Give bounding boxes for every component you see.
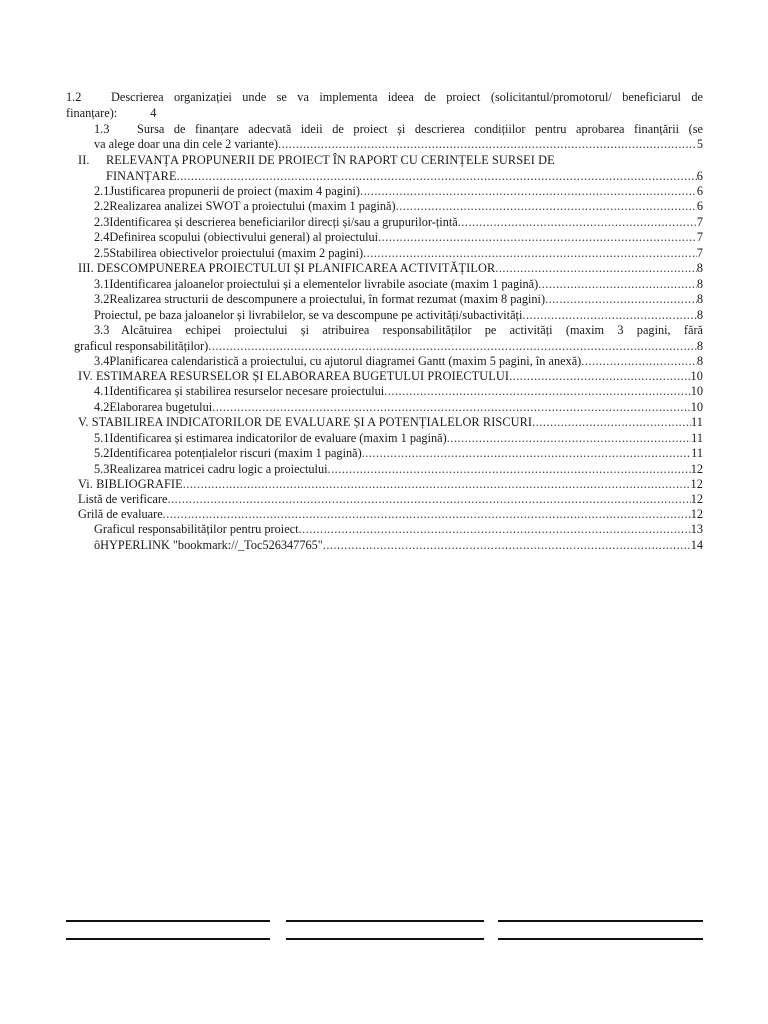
toc-entry-lista-verificare[interactable] bbox=[78, 492, 703, 508]
toc-entry-3-2-sub[interactable] bbox=[94, 308, 703, 324]
toc-number: 3.3 bbox=[94, 323, 110, 337]
toc-page-number: 11 bbox=[691, 446, 703, 460]
toc-entry-3-2[interactable] bbox=[94, 292, 703, 308]
toc-entry-text: Grilă de evaluare bbox=[78, 507, 163, 521]
toc-entry-grila-evaluare[interactable] bbox=[78, 507, 703, 523]
toc-number: 2.2 bbox=[94, 199, 110, 213]
toc-entry-5-2[interactable] bbox=[94, 446, 703, 462]
toc-entry-4-1[interactable] bbox=[94, 384, 703, 400]
toc-entry-text: Alcătuirea echipei proiectului și atribuirea responsabilităților pe activități (maxim 3 pagini, fără bbox=[121, 323, 703, 337]
toc-page-number: 8 bbox=[696, 261, 703, 275]
toc-number: 5.3 bbox=[94, 462, 110, 476]
toc-entry-text: Stabilirea obiectivelor proiectului (maxim 2 pagini) bbox=[109, 246, 364, 260]
toc-page-number: 12 bbox=[690, 492, 703, 506]
toc-chapter-6[interactable] bbox=[78, 477, 703, 493]
toc-leader bbox=[328, 462, 691, 478]
toc-page-number: 10 bbox=[690, 384, 703, 398]
toc-number: 1.2 bbox=[66, 90, 82, 104]
toc-page-number: 13 bbox=[690, 522, 703, 536]
toc-leader bbox=[278, 137, 697, 153]
toc-leader bbox=[208, 339, 697, 355]
toc-page-number: 5 bbox=[696, 137, 703, 151]
signature-line bbox=[66, 920, 270, 922]
toc-entry-2-1[interactable] bbox=[94, 184, 703, 200]
toc-entry-text: Realizarea analizei SWOT a proiectului (maxim 1 pagină) bbox=[109, 199, 396, 213]
toc-entry-text: Descrierea organizației unde se va implementa ideea de proiect (solicitantul/promotorul/ beneficiarul de bbox=[111, 90, 703, 104]
toc-entry-2-4[interactable] bbox=[94, 230, 703, 246]
toc-number: 2.1 bbox=[94, 184, 110, 198]
toc-number: 5.1 bbox=[94, 431, 110, 445]
toc-leader bbox=[538, 277, 697, 293]
toc-entry-text: RELEVANȚA PROPUNERII DE PROIECT ÎN RAPORT CU CERINȚELE SURSEI DE bbox=[106, 153, 555, 167]
toc-page-number: 14 bbox=[690, 538, 703, 552]
toc-entry-text: va alege doar una din cele 2 variante) bbox=[94, 137, 279, 151]
toc-chapter-2-cont[interactable] bbox=[106, 169, 703, 185]
toc-entry-2-5[interactable] bbox=[94, 246, 703, 262]
toc-entry-text: Elaborarea bugetului bbox=[109, 400, 213, 414]
signature-line bbox=[498, 938, 703, 940]
toc-number: 3.4 bbox=[94, 354, 110, 368]
toc-entry-text: V. STABILIREA INDICATORILOR DE EVALUARE ȘI A POTENȚIALELOR RISCURI bbox=[78, 415, 533, 429]
toc-number: 2.5 bbox=[94, 246, 110, 260]
toc-number: 2.3 bbox=[94, 215, 110, 229]
toc-entry-2-2[interactable] bbox=[94, 199, 703, 215]
toc-entry-3-4[interactable] bbox=[94, 354, 703, 370]
toc-leader bbox=[447, 431, 691, 447]
toc-entry-text: Realizarea matricei cadru logic a proiectului bbox=[109, 462, 328, 476]
toc-entry-text: Realizarea structurii de descompunere a proiectului, în format rezumat (maxim 8 pagini) bbox=[109, 292, 546, 306]
toc-page-number: 6 bbox=[696, 184, 703, 198]
toc-page-number: 8 bbox=[696, 292, 703, 306]
toc-entry-5-3[interactable] bbox=[94, 462, 703, 478]
toc-number: 3.2 bbox=[94, 292, 110, 306]
toc-page-number: 8 bbox=[696, 308, 703, 322]
toc-leader bbox=[299, 522, 691, 538]
toc-page-number: 12 bbox=[690, 462, 703, 476]
toc-leader bbox=[177, 169, 697, 185]
signature-line bbox=[498, 920, 703, 922]
toc-page-number: 12 bbox=[690, 507, 703, 521]
toc-leader bbox=[384, 384, 690, 400]
toc-entry-text: IV. ESTIMAREA RESURSELOR ȘI ELABORAREA BUGETULUI PROIECTULUI bbox=[78, 369, 510, 383]
toc-entry-3-3[interactable] bbox=[94, 323, 703, 339]
signature-line bbox=[286, 920, 484, 922]
toc-entry-text: Planificarea calendaristică a proiectului, cu ajutorul diagramei Gantt (maxim 5 pagini, în anexă) bbox=[109, 354, 582, 368]
toc-entry-text: Identificarea și descrierea beneficiarilor direcți și/sau a grupurilor-țintă bbox=[109, 215, 458, 229]
toc-entry-text: Identificarea și stabilirea resurselor necesare proiectului bbox=[109, 384, 385, 398]
toc-entry-text: III. DESCOMPUNEREA PROIECTULUI ȘI PLANIFICAREA ACTIVITĂȚILOR bbox=[78, 261, 496, 275]
toc-page-number: 8 bbox=[696, 354, 703, 368]
toc-entry-text: Justificarea propunerii de proiect (maxim 4 pagini) bbox=[109, 184, 361, 198]
toc-entry-text: ôHYPERLINK "bookmark://_Toc526347765" bbox=[94, 538, 323, 552]
toc-entry-text: Identificarea potențialelor riscuri (maxim 1 pagină) bbox=[109, 446, 362, 460]
toc-page-number: 11 bbox=[690, 415, 703, 429]
toc-page-number: 4 bbox=[150, 106, 157, 120]
toc-leader bbox=[362, 446, 691, 462]
toc-leader bbox=[378, 230, 697, 246]
toc-entry-hyperlink[interactable] bbox=[94, 538, 703, 554]
toc-page-number: 6 bbox=[696, 169, 703, 183]
toc-leader bbox=[360, 184, 697, 200]
toc-entry-text: finanțare): bbox=[66, 106, 118, 120]
toc-number: 5.2 bbox=[94, 446, 110, 460]
toc-leader bbox=[212, 400, 691, 416]
toc-entry-text: Identificarea și estimarea indicatorilor de evaluare (maxim 1 pagină) bbox=[109, 431, 447, 445]
toc-entry-text: Graficul responsabilităților pentru proiect bbox=[94, 522, 299, 536]
toc-leader bbox=[323, 538, 691, 554]
toc-entry-5-1[interactable] bbox=[94, 431, 703, 447]
toc-page-number: 7 bbox=[696, 246, 703, 260]
toc-entry-3-3-cont[interactable] bbox=[74, 339, 703, 355]
toc-leader bbox=[163, 507, 691, 523]
toc-number: 4.1 bbox=[94, 384, 110, 398]
toc-leader bbox=[532, 415, 691, 431]
toc-leader bbox=[545, 292, 697, 308]
toc-entry-text: Proiectul, pe baza jaloanelor și livrabilelor, se va descompune pe activități/subactivități bbox=[94, 308, 523, 322]
toc-number: 2.4 bbox=[94, 230, 110, 244]
toc-page-number: 7 bbox=[696, 230, 703, 244]
toc-leader bbox=[183, 477, 691, 493]
toc-leader bbox=[167, 492, 690, 508]
signature-line bbox=[286, 938, 484, 940]
toc-number: II. bbox=[78, 153, 90, 167]
toc-entry-1-2-cont[interactable] bbox=[66, 106, 266, 122]
signature-line bbox=[66, 938, 270, 940]
toc-leader bbox=[396, 199, 697, 215]
toc-chapter-2[interactable] bbox=[78, 153, 703, 169]
toc-page-number: 8 bbox=[696, 339, 703, 353]
toc-entry-1-3[interactable] bbox=[94, 122, 703, 138]
toc-leader bbox=[522, 308, 696, 324]
toc-entry-text: Vi. BIBLIOGRAFIE bbox=[78, 477, 183, 491]
toc-page-number: 12 bbox=[690, 477, 703, 491]
toc-entry-text: graficul responsabilităților) bbox=[74, 339, 209, 353]
toc-page-number: 8 bbox=[696, 277, 703, 291]
toc-entry-4-2[interactable] bbox=[94, 400, 703, 416]
toc-number: 4.2 bbox=[94, 400, 110, 414]
toc-page-number: 10 bbox=[690, 400, 703, 414]
toc-leader bbox=[581, 354, 697, 370]
toc-chapter-5[interactable] bbox=[78, 415, 703, 431]
toc-leader bbox=[458, 215, 697, 231]
toc-page-number: 10 bbox=[690, 369, 703, 383]
toc-entry-text: Definirea scopului (obiectivului general) al proiectului bbox=[109, 230, 379, 244]
toc-page-number: 11 bbox=[691, 431, 703, 445]
toc-entry-text: Identificarea jaloanelor proiectului și a elementelor livrabile asociate (maxim 1 pagină) bbox=[109, 277, 539, 291]
toc-leader bbox=[363, 246, 697, 262]
toc-entry-grafic[interactable] bbox=[94, 522, 703, 538]
toc-number: 1.3 bbox=[94, 122, 110, 136]
toc-entry-3-1[interactable] bbox=[94, 277, 703, 293]
toc-leader bbox=[495, 261, 696, 277]
toc-entry-text: Sursa de finanțare adecvată ideii de proiect și descrierea condițiilor pentru aprobarea finanțării (se bbox=[137, 122, 703, 136]
toc-entry-1-2[interactable] bbox=[66, 90, 703, 106]
toc-leader bbox=[509, 369, 690, 385]
toc-page-number: 6 bbox=[696, 199, 703, 213]
toc-entry-text: FINANȚARE bbox=[106, 169, 177, 183]
toc-chapter-4[interactable] bbox=[78, 369, 703, 385]
toc-page-number: 7 bbox=[696, 215, 703, 229]
toc-entry-1-3-cont[interactable] bbox=[94, 137, 703, 153]
toc-chapter-3[interactable] bbox=[78, 261, 703, 277]
toc-entry-text: Listă de verificare bbox=[78, 492, 168, 506]
toc-entry-2-3[interactable] bbox=[94, 215, 703, 231]
toc-number: 3.1 bbox=[94, 277, 110, 291]
